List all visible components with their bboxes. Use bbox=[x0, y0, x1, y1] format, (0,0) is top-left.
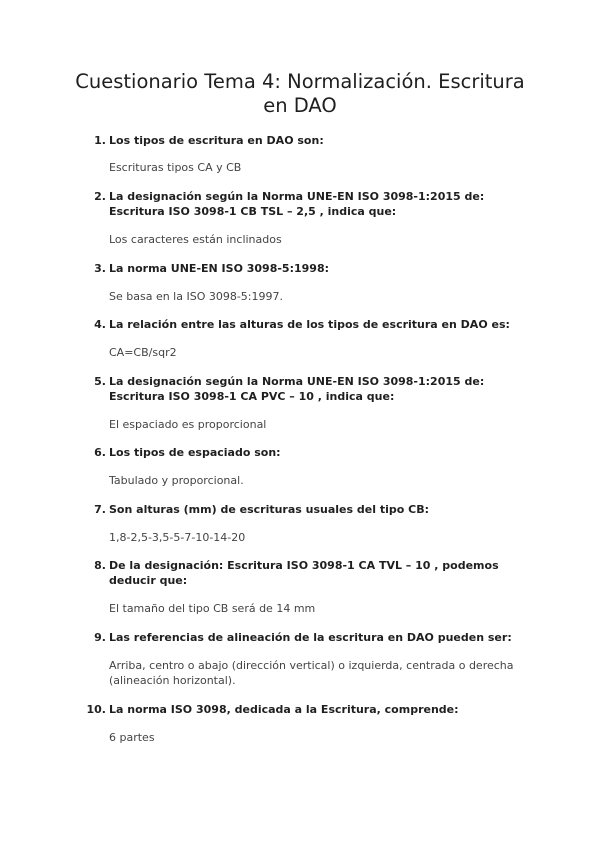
question-number: 10. bbox=[86, 703, 106, 716]
answer-text: CA=CB/sqr2 bbox=[109, 346, 177, 359]
question-text: La designación según la Norma UNE-EN ISO 3098-1:2015 de: Escritura ISO 3098-1 CA PVC – 10 , indica que: bbox=[109, 375, 485, 403]
question-number: 3. bbox=[94, 262, 106, 275]
question-number: 1. bbox=[94, 134, 106, 147]
question-text: Los tipos de espaciado son: bbox=[109, 446, 281, 459]
answer-text: Los caracteres están inclinados bbox=[109, 233, 282, 246]
question-text: Son alturas (mm) de escrituras usuales del tipo CB: bbox=[109, 503, 429, 516]
question-number: 2. bbox=[94, 190, 106, 203]
question-text: Las referencias de alineación de la escritura en DAO pueden ser: bbox=[109, 631, 512, 644]
question-text: La relación entre las alturas de los tipos de escritura en DAO es: bbox=[109, 318, 510, 331]
question-number: 4. bbox=[94, 318, 106, 331]
page-title: Cuestionario Tema 4: Normalización. Escritura en DAO bbox=[75, 70, 525, 117]
answer-text: Se basa en la ISO 3098-5:1997. bbox=[109, 290, 284, 303]
answer-text: Tabulado y proporcional. bbox=[109, 474, 244, 487]
question-text: Los tipos de escritura en DAO son: bbox=[109, 134, 324, 147]
question-number: 8. bbox=[94, 559, 106, 572]
question-number: 9. bbox=[94, 631, 106, 644]
question-number: 7. bbox=[94, 503, 106, 516]
answer-text: 6 partes bbox=[109, 731, 155, 744]
question-text: La norma ISO 3098, dedicada a la Escritura, comprende: bbox=[109, 703, 459, 716]
answer-text: El espaciado es proporcional bbox=[109, 418, 267, 431]
question-number: 6. bbox=[94, 446, 106, 459]
answer-text: Escrituras tipos CA y CB bbox=[109, 161, 242, 174]
question-text: La designación según la Norma UNE-EN ISO 3098-1:2015 de: Escritura ISO 3098-1 CB TSL – 2,5 , indica que: bbox=[109, 190, 485, 218]
answer-text: 1,8-2,5-3,5-5-7-10-14-20 bbox=[109, 531, 246, 544]
answer-text: El tamaño del tipo CB será de 14 mm bbox=[109, 602, 316, 615]
question-text: De la designación: Escritura ISO 3098-1 CA TVL – 10 , podemos deducir que: bbox=[109, 559, 499, 587]
question-number: 5. bbox=[94, 375, 106, 388]
question-text: La norma UNE-EN ISO 3098-5:1998: bbox=[109, 262, 329, 275]
answer-text: Arriba, centro o abajo (dirección vertical) o izquierda, centrada o derecha (alineación horizontal). bbox=[109, 659, 514, 687]
